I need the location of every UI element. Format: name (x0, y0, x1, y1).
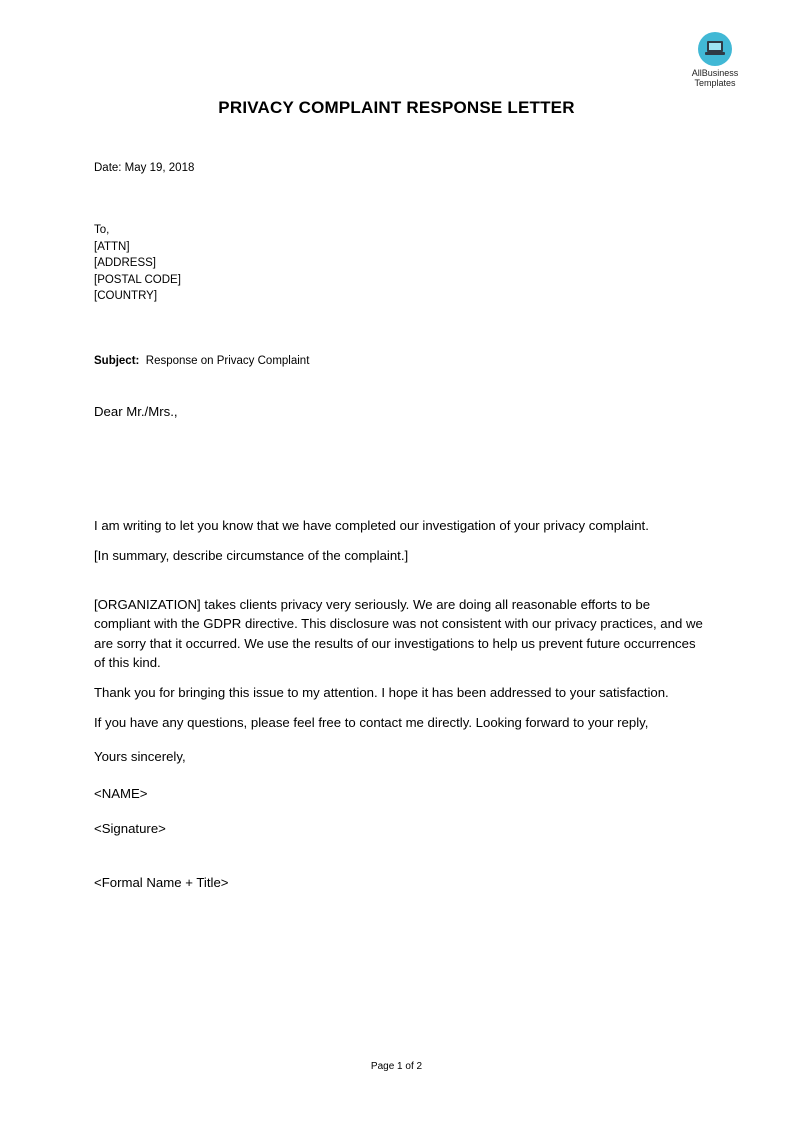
name-placeholder: <NAME> (94, 786, 148, 801)
address-to: To, (94, 224, 110, 236)
salutation: Dear Mr./Mrs., (94, 404, 178, 419)
address-attn: [ATTN] (94, 240, 130, 253)
page-footer: Page 1 of 2 (370, 1061, 423, 1072)
subject-label: Subject: (94, 355, 140, 367)
paragraph-thanks: Thank you for bringing this issue to my attention. I hope it has been addressed to your satisfaction. (94, 685, 669, 700)
letter-date: Date: May 19, 2018 (94, 162, 195, 174)
subject-text: Response on Privacy Complaint (145, 355, 310, 367)
recipient-address (94, 222, 181, 305)
logo-text-line2: Templates (694, 78, 736, 88)
letter-subject (94, 353, 309, 370)
address-country: [COUNTRY] (94, 290, 158, 302)
signature-placeholder: <Signature> (94, 821, 166, 836)
logo-text-line1: AllBusiness (691, 68, 739, 78)
address-postal-code: [POSTAL CODE] (94, 273, 181, 286)
paragraph-investigation: I am writing to let you know that we have completed our investigation of your privacy complaint. (94, 518, 649, 533)
address-street: [ADDRESS] (94, 257, 156, 269)
laptop-icon (704, 40, 726, 58)
allbusiness-logo (682, 32, 748, 88)
page-title: PRIVACY COMPLAINT RESPONSE LETTER (218, 98, 575, 117)
paragraph-questions: If you have any questions, please feel free to contact me directly. Looking forward to your reply, (94, 715, 649, 730)
logo-badge (698, 32, 732, 66)
paragraph-organization: [ORGANIZATION] takes clients privacy very seriously. We are doing all reasonable efforts to be compliant with the GDPR directive. This disclosure was not consistent with our privacy practices, and we are sorry that it occurred. We use the results of our investigations to help us prevent future occurrences of this kind. (94, 597, 703, 670)
closing: Yours sincerely, (94, 749, 186, 764)
formal-name-placeholder: <Formal Name + Title> (94, 875, 229, 890)
paragraph-summary: [In summary, describe circumstance of the complaint.] (94, 548, 409, 563)
